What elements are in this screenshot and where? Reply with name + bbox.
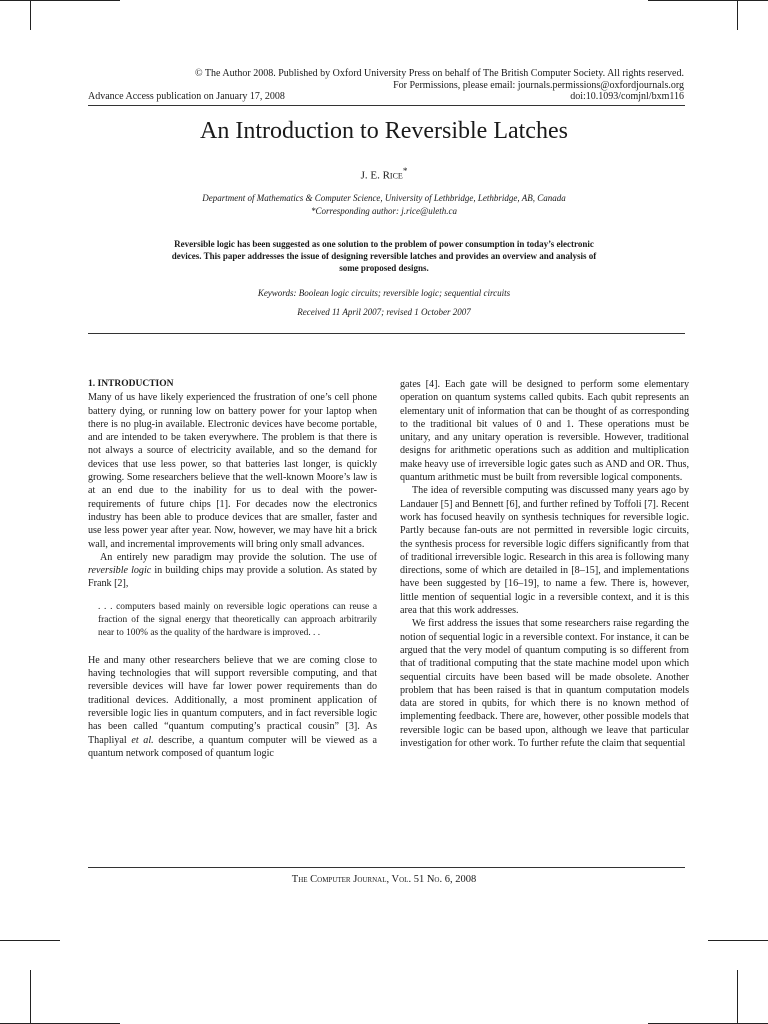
- text-run: He and many other researchers believe that we are coming close to having technologies that will support reversible computing, and that reversible devices will have far lower power requirements than do traditional devices. Additionally, a most prominent application of reversible logic lies in quantum computers, and in fact reversible logic has been called “quantum computing’s practical cousin” [3]. As Thapliyal: [88, 654, 377, 746]
- header-rule: [88, 105, 685, 106]
- emphasis: reversible logic: [88, 565, 152, 577]
- keywords: Keywords: Boolean logic circuits; reversible logic; sequential circuits: [257, 288, 511, 298]
- paragraph: [88, 654, 377, 760]
- crop-mark: [648, 0, 768, 1]
- author-name: J. E. Rice: [360, 169, 403, 182]
- crop-mark: [30, 970, 31, 1024]
- paragraph: gates [4]. Each gate will be designed to perform some elementary operation on quantum systems called qubits. Each qubit represents an elementary unit of information that can be thought of as corresponding to the traditional bit values of 0 and 1. These operations must be unitary, and any unitary operation is reversible. However, traditional designs for arithmetic operations such as addition and multiplication make heavy use of irreversible logic gates such as AND and OR. Thus, quantum arithmetic must be built from reversible logical components.: [400, 379, 689, 484]
- author-mark: *: [402, 166, 408, 176]
- paragraph: [88, 551, 377, 591]
- text-run: describe, a quantum computer will be viewed as a quantum network composed of quantum logic: [88, 734, 377, 759]
- advance-access-line: Advance Access publication on January 17, 2008: [88, 91, 285, 102]
- affiliation-block: [0, 192, 768, 218]
- emphasis: et al.: [131, 734, 154, 746]
- right-column: [400, 378, 689, 750]
- received-dates: Received 11 April 2007; revised 1 October 2007: [297, 307, 471, 317]
- abstract: Reversible logic has been suggested as one solution to the problem of power consumption in today’s electronic devices. This paper addresses the issue of designing reversible latches and provides an overview and analysis of some proposed designs.: [171, 239, 597, 273]
- journal-footer: The Computer Journal, Vol. 51 No. 6, 2008: [291, 874, 477, 885]
- permissions-line: For Permissions, please email: journals.permissions@oxfordjournals.org: [393, 80, 684, 91]
- corresponding-author: *Corresponding author: j.rice@uleth.ca: [311, 206, 457, 216]
- paper-title: An Introduction to Reversible Latches: [200, 118, 568, 144]
- copyright-line: © The Author 2008. Published by Oxford University Press on behalf of The British Computer Society. All rights reserved.: [194, 68, 684, 79]
- text-run: in building chips may provide a solution. As stated by Frank [2],: [88, 565, 377, 590]
- crop-mark: [30, 0, 31, 30]
- title-rule: [88, 333, 685, 334]
- section-heading: 1. INTRODUCTION: [88, 379, 174, 389]
- text-run: An entirely new paradigm may provide the solution. The use of: [100, 551, 377, 563]
- doi-line: doi:10.1093/comjnl/bxm116: [570, 91, 684, 102]
- block-quote: . . . computers based mainly on reversible logic operations can reuse a fraction of the signal energy that theoretically can approach arbitrarily near to 100% as the quality of the hardware is improved. . .: [98, 601, 377, 638]
- footer-rule: [88, 867, 685, 868]
- crop-mark: [0, 940, 60, 941]
- paragraph: Many of us have likely experienced the frustration of one’s cell phone battery dying, or running low on battery power for your laptop when there is no plug-in available. Electronic devices have become portable, and are intended to be taken everywhere. The problem is that there is not always a source of electricity available, and so the demand for devices that use less power, so that batteries last longer, is quickly growing. Some researchers believe that the well-known Moore’s law is at an end due to the inability for us to deal with the power-requirements of future chips [1]. For decades now the electronics industry has been able to produce devices that are smaller, faster and use less power year after year. Now, however, we may have hit a brick wall, and incremental improvements will bring only small advances.: [88, 392, 377, 550]
- crop-mark: [708, 940, 768, 941]
- crop-mark: [0, 0, 120, 1]
- author-line: [0, 166, 768, 182]
- crop-mark: [737, 0, 738, 30]
- crop-mark: [737, 970, 738, 1024]
- affiliation: Department of Mathematics & Computer Science, University of Lethbridge, Lethbridge, AB, Canada: [202, 193, 566, 203]
- paragraph: The idea of reversible computing was discussed many years ago by Landauer [5] and Bennett [6], and further refined by Toffoli [7]. Recent work has focused heavily on synthesis techniques for reversible logic. Partly because fan-outs are not permitted in reversible logic circuits, the synthesis process for reversible logic differs significantly from that of traditional irreversible logic. Research in this area is following many directions, some of which are detailed in [8–15], and implementations have been suggested by [16–19], to name a few. There is, however, little mention of sequential logic in a reversible context, and it is this area that this work addresses.: [400, 485, 689, 617]
- paragraph: We first address the issues that some researchers raise regarding the notion of sequential logic in a reversible context. For instance, it can be argued that the very model of quantum computing is so different from that of traditional computing that the state machine model upon which sequential circuits have been based will be made obsolete. Another problem that has been raised is that in quantum computation models data are stored in qubits, for which there is no known method of implementing feedback. There are, however, other possible models that reversible logic can be based upon, although we leave that particular investigation for other work. To further refute the claim that sequential: [400, 618, 689, 750]
- left-column: [88, 378, 377, 760]
